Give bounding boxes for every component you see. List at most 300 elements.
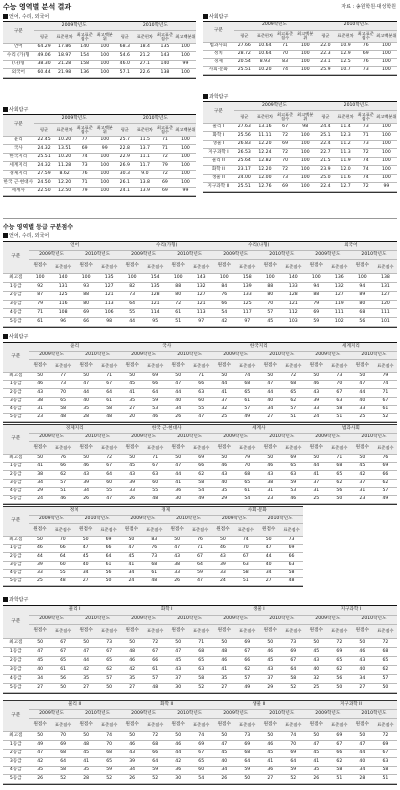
cell: 48 [52, 413, 75, 421]
cell: 65 [98, 758, 121, 767]
table-row [3, 647, 397, 656]
header-std: 표준점수 [52, 359, 75, 372]
header-raw: 원점수 [351, 718, 374, 732]
cell: 50 [167, 732, 190, 741]
cell: 68 [374, 647, 397, 656]
cell: 72 [328, 638, 351, 647]
cell: 45 [305, 647, 328, 656]
cell: 65 [236, 479, 259, 487]
cell: 46 [351, 647, 374, 656]
cell: 45 [167, 656, 190, 665]
header-std: 표준점수 [282, 260, 305, 274]
cell: 58 [190, 479, 213, 487]
cell: 38 [29, 397, 52, 405]
cell: 80 [75, 300, 98, 309]
cell: 71 [374, 389, 397, 397]
cell: 73 [52, 381, 75, 389]
header-2009: 2009학년도 [29, 251, 75, 260]
cell: 44 [305, 463, 328, 471]
table-row [3, 577, 303, 585]
grade-table [3, 242, 397, 327]
header-maxstd: 최고표준점수 [155, 124, 175, 137]
header-2009: 2009학년도 [120, 515, 166, 523]
table-row [203, 58, 397, 66]
grade-label: 1등급 [3, 463, 29, 471]
header-raw: 원점수 [259, 441, 282, 454]
cell: 50 [259, 732, 282, 741]
cell: 47 [74, 545, 97, 553]
cell: 52 [98, 775, 121, 784]
subject-header: 물리 I [29, 606, 121, 615]
table-row [203, 50, 397, 58]
cell: 13.9 [135, 187, 155, 196]
grade-label: 4등급 [3, 405, 29, 413]
cell: 12.24 [255, 149, 275, 158]
subject-header: 물리 II [29, 701, 121, 710]
header-std: 표준점수 [144, 441, 167, 454]
cell: 11.5 [135, 136, 155, 145]
cell: 34 [74, 569, 97, 577]
subject-header: 화학 II [121, 701, 213, 710]
table-row [3, 495, 397, 503]
cell: 49 [236, 413, 259, 421]
cell: 22.7 [315, 149, 335, 158]
subject-header: 한국지리 [213, 343, 305, 351]
table-row [3, 758, 397, 767]
cell: 56 [328, 674, 351, 683]
cell: 41 [213, 665, 236, 674]
header-2010: 2010학년도 [259, 615, 305, 624]
cell: 35 [213, 487, 236, 495]
cell: 139 [236, 282, 259, 291]
cell: 26.53 [234, 149, 255, 158]
grade-label: 3등급 [3, 300, 29, 309]
subject-header: 지구과학 II [305, 701, 397, 710]
cell: 48 [213, 647, 236, 656]
header-raw: 원점수 [75, 718, 98, 732]
cell: 133 [282, 282, 305, 291]
header-sd: 표준편차 [135, 31, 155, 44]
cell: 52 [52, 775, 75, 784]
cell: 35 [121, 674, 144, 683]
cell: 44 [75, 656, 98, 665]
cell: 10.20 [55, 153, 75, 162]
table-row [3, 300, 397, 309]
cell: 131 [374, 282, 397, 291]
cell: 41 [29, 463, 52, 471]
cell: 25.1 [315, 132, 335, 141]
grade-table [3, 343, 397, 422]
cell: 89 [351, 291, 374, 300]
header-2010: 2010학년도 [259, 351, 305, 359]
header-2010: 2010학년도 [167, 433, 213, 441]
cell: 67 [98, 463, 121, 471]
row-label: 한국 근·현대사 [3, 179, 34, 188]
grade-label: 최고점 [3, 274, 29, 283]
cell: 29 [213, 495, 236, 503]
grade-label: 3등급 [3, 758, 29, 767]
header-std: 표준점수 [190, 624, 213, 638]
cell: 100 [376, 42, 397, 50]
cell: 62 [328, 665, 351, 674]
cell: 53 [282, 487, 305, 495]
cell: 100 [376, 66, 397, 74]
cell: 113 [190, 309, 213, 318]
row-label: 물리 II [203, 157, 234, 166]
cell: 31 [259, 487, 282, 495]
cell: 24.00 [234, 174, 255, 183]
cell: 65 [52, 656, 75, 665]
header-std: 표준점수 [328, 441, 351, 454]
cell: 50 [29, 536, 52, 544]
cell: 50 [167, 638, 190, 647]
cell: 64 [51, 553, 74, 561]
cell: 100 [167, 274, 190, 283]
cell: 37 [351, 479, 374, 487]
cell: 33 [166, 569, 189, 577]
cell: 65 [52, 397, 75, 405]
cell: 64 [121, 300, 144, 309]
header-raw: 원점수 [259, 624, 282, 638]
header-2010: 2010학년도 [351, 433, 397, 441]
cell: 11.28 [55, 162, 75, 171]
cell: 69 [190, 454, 213, 462]
cell: 70 [236, 463, 259, 471]
cell: 44 [167, 389, 190, 397]
table-row [3, 683, 397, 692]
cell: 27.59 [34, 170, 55, 179]
header-raw: 원점수 [29, 718, 52, 732]
header-2010: 2010학년도 [115, 115, 196, 124]
cell: 43 [75, 471, 98, 479]
cell: 121 [282, 300, 305, 309]
cell: 100 [295, 50, 315, 58]
cell: 42 [167, 758, 190, 767]
header-std: 표준점수 [190, 718, 213, 732]
header-avg: 평균 [34, 124, 55, 137]
header-raw: 원점수 [213, 260, 236, 274]
header-maxpct: 최고백분위 [295, 111, 315, 124]
cell: 62 [236, 665, 259, 674]
cell: 100 [295, 174, 315, 183]
header-2010: 2010학년도 [351, 710, 397, 719]
cell: 87 [29, 291, 52, 300]
cell: 54.6 [115, 52, 135, 61]
cell: 27 [121, 405, 144, 413]
cell: 63 [374, 758, 397, 767]
cell: 10.64 [255, 42, 275, 50]
cell: 66 [144, 656, 167, 665]
cell: 23.1 [315, 58, 335, 66]
cell: 50 [121, 638, 144, 647]
cell: 100 [259, 274, 282, 283]
table-row [3, 274, 397, 283]
cell: 37 [213, 397, 236, 405]
cell: 49.06 [34, 52, 55, 61]
cell: 18.97 [55, 52, 75, 61]
cell: 68 [282, 381, 305, 389]
cell: 47 [166, 545, 189, 553]
header-std: 표준점수 [144, 260, 167, 274]
header-avg: 평균 [315, 30, 335, 42]
cell: 69 [52, 741, 75, 750]
subject-header: 한국 근·현대사 [121, 425, 213, 433]
cell: 41 [305, 471, 328, 479]
header-std: 표준점수 [282, 359, 305, 372]
cell: 54 [190, 775, 213, 784]
header-maxstd: 최고표준점수 [357, 30, 374, 40]
cell: 77 [52, 372, 75, 380]
cell: 100 [376, 132, 397, 141]
cell: 66 [190, 463, 213, 471]
cell: 68.3 [115, 43, 135, 52]
cell: 45 [259, 749, 282, 758]
cell: 26 [121, 495, 144, 503]
cell: 64 [98, 389, 121, 397]
cell: 12.7 [335, 183, 355, 192]
table-row [3, 69, 196, 78]
row-label: 언어 [3, 43, 34, 52]
cell: 72 [275, 132, 295, 141]
header-2009: 2009학년도 [213, 433, 259, 441]
cell: 45 [259, 656, 282, 665]
cell: 34 [75, 487, 98, 495]
cell: 40 [259, 397, 282, 405]
cell: 45 [351, 463, 374, 471]
cell: 46 [259, 463, 282, 471]
cell: 47 [29, 749, 52, 758]
cell: 62 [374, 479, 397, 487]
grade-label: 1등급 [3, 647, 29, 656]
cell: 36 [259, 766, 282, 775]
header-std: 표준점수 [52, 260, 75, 274]
cell: 45 [121, 381, 144, 389]
cell: 143 [190, 274, 213, 283]
cell: 37 [305, 479, 328, 487]
subject-header: 법과사회 [305, 425, 397, 433]
cell: 50 [75, 638, 98, 647]
cell: 44 [351, 749, 374, 758]
header-avg: 평균 [234, 30, 255, 42]
cell: 71 [328, 454, 351, 462]
cell: 49 [374, 495, 397, 503]
cell: 74 [75, 153, 95, 162]
header-2010: 2010학년도 [259, 710, 305, 719]
cell: 39 [75, 479, 98, 487]
table-row [203, 66, 397, 74]
cell: 67 [144, 647, 167, 656]
header-sd: 표준편차 [255, 30, 275, 42]
page-title: 수능 영역별 분석 결과 [3, 3, 72, 11]
cell: 50 [305, 732, 328, 741]
cell: 58 [52, 766, 75, 775]
cell: 50 [29, 454, 52, 462]
cell: 100 [95, 60, 115, 69]
cell: 127 [328, 291, 351, 300]
cell: 39 [121, 758, 144, 767]
table-row [3, 291, 397, 300]
cell: 40 [257, 561, 280, 569]
header-2010: 2010학년도 [115, 22, 196, 31]
cell: 8.62 [55, 170, 75, 179]
cell: 113 [98, 300, 121, 309]
cell: 62 [328, 758, 351, 767]
cell: 53 [144, 405, 167, 413]
table-row [3, 162, 196, 171]
cell: 100 [351, 274, 374, 283]
cell: 132 [190, 282, 213, 291]
cell: 60.44 [34, 69, 55, 78]
cell: 52 [282, 683, 305, 692]
grade-label: 5등급 [3, 683, 29, 692]
cell: 100 [295, 66, 315, 74]
table-row [3, 170, 196, 179]
row-label: 윤리 [3, 136, 34, 145]
analysis-lang-table [3, 21, 196, 79]
cell: 24.32 [34, 145, 55, 154]
cell: 65 [328, 656, 351, 665]
header-raw: 원점수 [29, 260, 52, 274]
cell: 128 [282, 291, 305, 300]
cell: 70 [275, 157, 295, 166]
cell: 51 [234, 577, 257, 585]
cell: 100 [95, 43, 115, 52]
cell: 43 [351, 656, 374, 665]
analysis-social-table [3, 114, 196, 197]
cell: 44 [257, 553, 280, 561]
header-std: 표준점수 [236, 359, 259, 372]
cell: 35 [75, 674, 98, 683]
header-std: 표준점수 [282, 718, 305, 732]
cell: 71 [155, 145, 175, 154]
cell: 69 [282, 749, 305, 758]
cell: 47 [167, 381, 190, 389]
cell: 55 [98, 487, 121, 495]
cell: 127 [374, 291, 397, 300]
cell: 71 [189, 545, 212, 553]
cell: 56 [351, 318, 374, 327]
cell: 55 [144, 487, 167, 495]
cell: 44 [213, 381, 236, 389]
header-std: 표준점수 [52, 718, 75, 732]
cell: 38 [259, 479, 282, 487]
cell: 10.20 [55, 136, 75, 145]
cell: 48 [75, 741, 98, 750]
header-2010: 2010학년도 [75, 351, 121, 359]
header-std: 표준점수 [190, 441, 213, 454]
cell: 40 [74, 561, 97, 569]
grade-label: 5등급 [3, 413, 29, 421]
cell: 47 [29, 647, 52, 656]
cell: 50 [29, 732, 52, 741]
cell: 64 [144, 389, 167, 397]
cell: 69 [144, 372, 167, 380]
cell: 57 [374, 674, 397, 683]
cell: 25.0 [315, 174, 335, 183]
header-raw: 원점수 [351, 624, 374, 638]
cell: 50 [97, 577, 120, 585]
subject-header: 화학 I [121, 606, 213, 615]
cell: 46 [144, 413, 167, 421]
cell: 64 [52, 758, 75, 767]
analysis-social2-table [203, 21, 397, 76]
cell: 61 [236, 487, 259, 495]
grade-label: 2등급 [3, 749, 29, 758]
cell: 79 [75, 187, 95, 196]
header-std: 표준점수 [280, 523, 303, 536]
cell: 72 [356, 183, 376, 192]
cell: 45 [120, 553, 143, 561]
cell: 100 [295, 140, 315, 149]
cell: 57 [236, 674, 259, 683]
header-raw: 원점수 [305, 718, 328, 732]
cell: 99 [376, 183, 397, 192]
header-std: 표준점수 [236, 441, 259, 454]
cell: 50 [259, 372, 282, 380]
grade-label: 2등급 [3, 471, 29, 479]
header-raw: 원점수 [213, 718, 236, 732]
header-2009: 2009학년도 [34, 115, 115, 124]
cell: 24 [305, 413, 328, 421]
cell: 100 [376, 174, 397, 183]
cell: 70 [234, 545, 257, 553]
cell: 45 [74, 553, 97, 561]
table-row [3, 60, 196, 69]
cell: 138 [155, 69, 175, 78]
cell: 74 [275, 66, 295, 74]
header-std: 표준점수 [98, 624, 121, 638]
cell: 103 [282, 318, 305, 327]
row-label: 경제 [203, 58, 234, 66]
header-maxstd: 최고표준점수 [155, 31, 175, 44]
cell: 41 [305, 758, 328, 767]
header-2009: 2009학년도 [305, 615, 351, 624]
cell: 24.1 [115, 187, 135, 196]
cell: 88 [167, 282, 190, 291]
cell: 67 [234, 553, 257, 561]
cell: 119 [328, 300, 351, 309]
grade-label: 최고점 [3, 454, 29, 462]
cell: 131 [52, 282, 75, 291]
header-avg: 평균 [115, 124, 135, 137]
cell: 71 [155, 136, 175, 145]
cell: 50 [305, 454, 328, 462]
cell: 30.3 [115, 170, 135, 179]
header-raw: 원점수 [167, 260, 190, 274]
table-row [3, 569, 303, 577]
cell: 45 [75, 749, 98, 758]
cell: 27 [74, 577, 97, 585]
cell: 140 [52, 274, 75, 283]
header-std: 표준점수 [144, 718, 167, 732]
cell: 112 [282, 309, 305, 318]
cell: 55 [121, 309, 144, 318]
cell: 10.7 [335, 66, 355, 74]
row-label: 생물 II [203, 174, 234, 183]
header-raw: 원점수 [167, 441, 190, 454]
cell: 70 [275, 50, 295, 58]
table-row [3, 405, 397, 413]
cell: 50 [166, 536, 189, 544]
cell: 13.8 [135, 179, 155, 188]
table-row [3, 381, 397, 389]
table-row [3, 561, 303, 569]
cell: 11.6 [335, 174, 355, 183]
cell: 34 [29, 674, 52, 683]
grade-label: 최고점 [3, 732, 29, 741]
table-row [3, 179, 196, 188]
cell: 28 [75, 775, 98, 784]
